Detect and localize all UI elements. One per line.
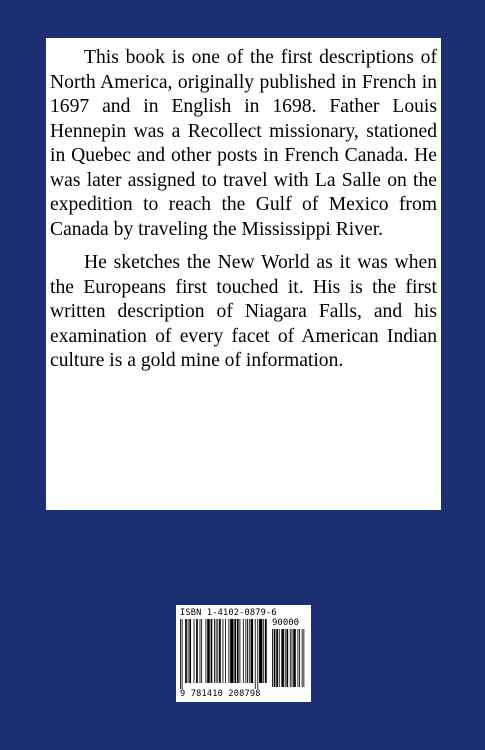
barcode-bar (240, 619, 241, 683)
barcode-bar (274, 629, 276, 687)
barcode-bar (290, 629, 291, 687)
barcode-bar (180, 619, 181, 689)
barcode-bar (265, 619, 267, 683)
barcode-bar (211, 619, 213, 683)
barcode-bar (285, 629, 286, 687)
barcode-bar (182, 619, 183, 689)
barcode-bar (243, 619, 244, 683)
barcode-bar (214, 619, 215, 683)
barcode-bar (223, 619, 224, 683)
barcode-bar (298, 629, 299, 687)
blurb-panel (46, 38, 441, 510)
barcode-bar (237, 619, 239, 683)
barcode-bar (234, 619, 236, 683)
blurb-paragraph: This book is one of the first descriptions of North America, originally published in French in 1697 and in English in 1698. Father Louis Hennepin was a Recollect missionary, stationed in Quebec and other posts in French Canada. He was later assigned to travel with La Salle on the expedition to reach the Gulf of Mexico from Canada by traveling the Mississippi River. (50, 47, 437, 240)
barcode-bar (206, 619, 207, 683)
barcode-bar (299, 629, 300, 687)
barcode-bar (259, 619, 262, 683)
barcode-bar (219, 619, 221, 683)
barcode-bar (281, 629, 284, 687)
barcode-bar (286, 629, 288, 687)
barcode-bar (217, 619, 218, 683)
barcode (176, 605, 311, 702)
addon-barcode-bars (272, 629, 306, 687)
isbn-text: ISBN 1-4102-0879-6 (180, 608, 277, 618)
barcode-bar (251, 619, 254, 683)
barcode-bar (230, 619, 233, 683)
ean-barcode-bars (180, 619, 268, 689)
barcode-bar (188, 619, 189, 683)
barcode-bar (185, 619, 187, 683)
barcode-bar (257, 619, 258, 689)
barcode-bar (249, 619, 250, 683)
barcode-bar (225, 619, 226, 683)
barcode-bar (196, 619, 198, 683)
barcode-bar (293, 629, 296, 687)
barcode-bar (279, 629, 280, 687)
barcode-bar (201, 619, 202, 683)
barcode-bar (200, 619, 201, 683)
barcode-bar (263, 619, 264, 683)
ean-digits: 9 781410 208798 (180, 689, 261, 699)
barcode-bar (245, 619, 246, 683)
barcode-bar (247, 619, 248, 683)
barcode-bar (228, 619, 229, 683)
barcode-bar (302, 629, 303, 687)
blurb-paragraph: He sketches the New World as it was when the Europeans first touched it. His is the first written description of Niagara Falls, and his examination of every facet of American Indian culture is a gold mine of information. (50, 252, 437, 371)
barcode-bar (216, 619, 217, 683)
barcode-bar (189, 619, 191, 683)
barcode-bar (276, 629, 278, 687)
barcode-bar (303, 629, 304, 687)
barcode-bar (292, 629, 293, 687)
price-code: 90000 (272, 618, 300, 628)
barcode-bar (272, 629, 273, 687)
barcode-bar (194, 619, 195, 683)
barcode-bar (207, 619, 210, 683)
barcode-bar (255, 619, 256, 689)
